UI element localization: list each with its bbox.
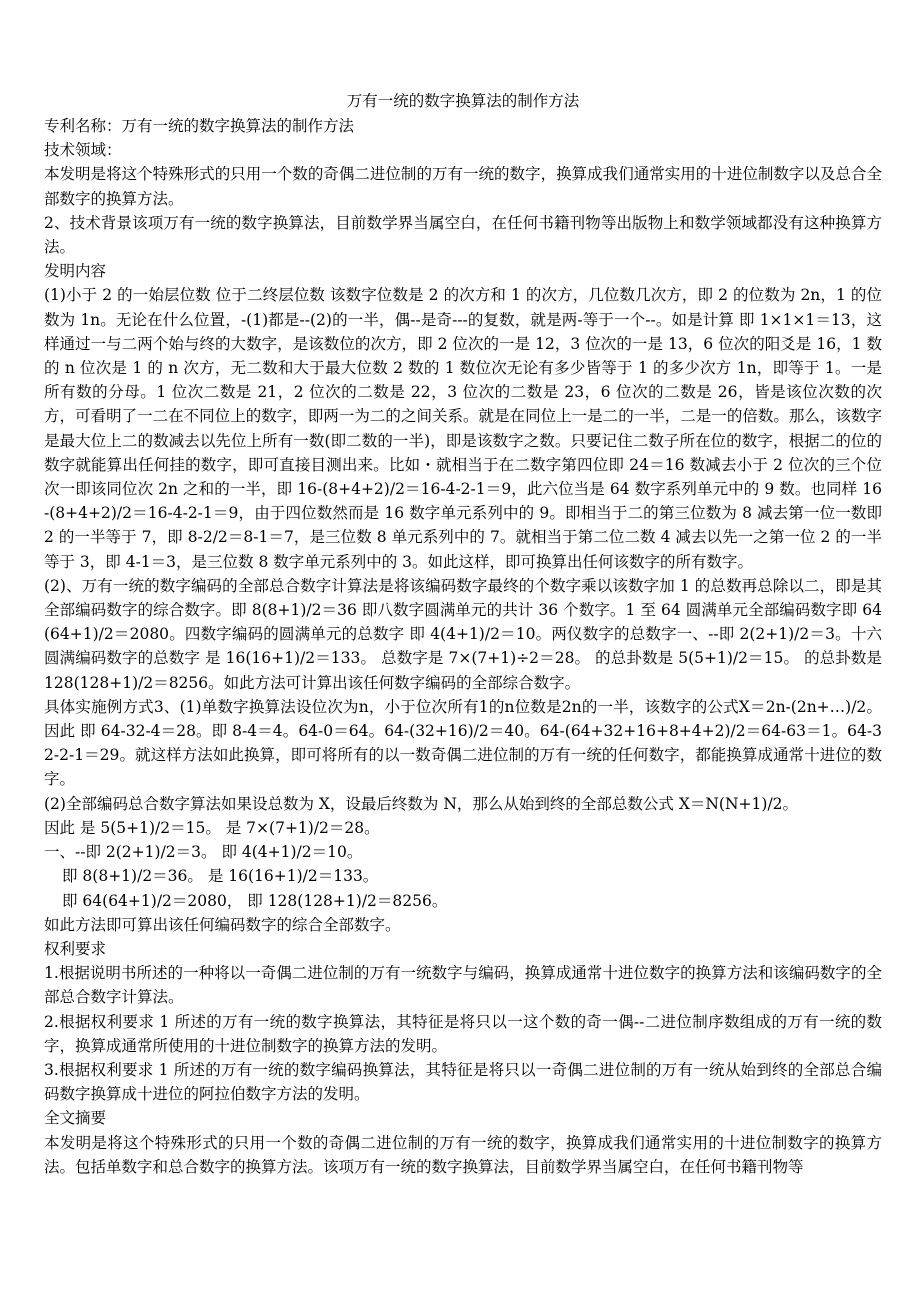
example-line-2: 一、--即 2(2+1)/2＝3。 即 4(4+1)/2＝10。 — [44, 843, 363, 862]
section-heading-abstract: 全文摘要 — [44, 1109, 107, 1128]
abstract-paragraph: 本发明是将这个特殊形式的只用一个数的奇偶二进位制的万有一统的数字，换算成我们通常实用的十进位制数字的换算方法。包括单数字和总合数字的换算方法。该项万有一统的数字换算法，目前数学界当属空白，在任何书籍刊物等 — [44, 1133, 882, 1176]
patent-name-line: 专利名称：万有一统的数字换算法的制作方法 — [44, 117, 355, 135]
document-title: 万有一统的数字换算法的制作方法 — [346, 92, 580, 110]
example-line-4: 即 64(64+1)/2＝2080， 即 128(128+1)/2＝8256。 — [62, 891, 448, 910]
section-heading-claims: 权利要求 — [44, 939, 107, 958]
total-sum-formula-paragraph: (2)全部编码总合数字算法如果设总数为 X，设最后终数为 N，那么从始到终的全部总数公式 X＝N(N+1)/2。 — [44, 794, 799, 813]
section-heading-invention-content: 发明内容 — [44, 262, 107, 281]
example-line-1: 因此 是 5(5+1)/2＝15。 是 7×(7+1)/2＝28。 — [44, 818, 380, 837]
claim-1: 1.根据说明书所述的一种将以一奇偶二进位制的万有一统数字与编码，换算成通常十进位数字的换算方法和该编码数字的全部总合数字计算法。 — [44, 964, 882, 1007]
embodiment-paragraph: 具体实施例方式3、(1)单数字换算法设位次为n，小于位次所有1的n位数是2n的一半，该数字的公式X＝2n-(2n+…)/2。因此 即 64-32-4＝28。即 8-4＝4。64-0＝64。64-(32+16)/2＝40。64-(64+32+16+8+4+2)/2＝64-63＝1。64-32-2-1＝29。就这样方法如此换算，即可将所有的以一数奇偶二进位制的万有一统的任何数字，都能换算成通常十进位的数字。 — [44, 697, 882, 789]
background-paragraph: 2、技术背景该项万有一统的数字换算法，目前数学界当属空白，在任何书籍刊物等出版物上和数学领域都没有这种换算方法。 — [44, 213, 882, 257]
invention-content-paragraph-2: (2)、万有一统的数字编码的全部总合数字计算法是将该编码数字最终的个数字乘以该数字加 1 的总数再总除以二，即是其全部编码数字的综合数字。即 8(8+1)/2＝36 即八数字圆满单元的共计 36 个数字。1 至 64 圆满单元全部编码数字即 64(64+1)/2＝2080。四数字编码的圆满单元的总数字 即 4(4+1)/2＝10。两仪数字的总数字一、--即 2(2+1)/2＝3。十六圆满编码数字的总数字 是 16(16+1)/2＝133。 总数字是 7×(7+1)÷2＝28。 的总卦数是 5(5+1)/2＝15。 的总卦数是 128(128+1)/2＝8256。如此方法可计算出该任何数字编码的全部综合数字。 — [44, 576, 882, 692]
technical-field-paragraph: 本发明是将这个特殊形式的只用一个数的奇偶二进位制的万有一统的数字，换算成我们通常实用的十进位制数字以及总合全部数字的换算方法。 — [44, 165, 882, 208]
claim-3: 3.根据权利要求 1 所述的万有一统的数字编码换算法，其特征是将只以一奇偶二进位制的万有一统从始到终的全部总合编码数字换算成十进位的阿拉伯数字方法的发明。 — [44, 1060, 882, 1104]
claim-2: 2.根据权利要求 1 所述的万有一统的数字换算法，其特征是将只以一这个数的奇一偶--二进位制序数组成的万有一统的数字，换算成通常所使用的十进位制数字的换算方法的发明。 — [44, 1012, 882, 1055]
method-summary-line: 如此方法即可算出该任何编码数字的综合全部数字。 — [44, 915, 401, 934]
invention-content-paragraph-1: (1)小于 2 的一始层位数 位于二终层位数 该数字位数是 2 的次方和 1 的次方，几位数几次方，即 2 的位数为 2n，1 的位数为 1n。无论在什么位置，-(1)都是--(2)的一半，偶--是奇---的复数，就是两-等于一个--。如是计算 即 1×1×1＝13，这样通过一与二两个始与终的大数字，是该数位的次方，即 2 位次的一是 12，3 位次的一是 13，6 位次的阳爻是 16，1 数的 n 位次是 1 的 n 次方，无二数和大于最大位数 2 数的 1 数位次无论有多少皆等于 1 的多少次方 1n，即等于 1。一是所有数的分母。1 位次二数是 21，2 位次的二数是 22，3 位次的二数是 23，6 位次的二数是 26，皆是该位次数的次方，可看明了一二在不同位上的数字，即两一为二的之间关系。就是在同位上一是二的一半，二是一的倍数。那么，该数字是最大位上二的数减去以先位上所有一数(即二数的一半)，即是该数字之数。只要记住二数子所在位的数字，根据二的位的数字就能算出任何挂的数字，即可直接目测出来。比如・就相当于在二数字第四位即 24＝16 数减去小于 2 位次的三个位次一即该同位次 2n 之和的一半，即 16-(8+4+2)/2＝16-4-2-1＝9，此六位当是 64 数字系列单元中的 9 数。也同样 16-(8+4+2)/2＝16-4-2-1＝9，由于四位数然而是 16 数字单元系列中的 9。即相当于二的第三位数为 8 减去第一位一数即 2 的一半等于 7，即 8-2/2＝8-1＝7，是三位数 8 单元系列中的 7。就相当于第二位二数 4 减去以先一之第一位 2 的一半等于 3，即 4-1＝3，是三位数 8 数字单元系列中的 3。如此这样，即可换算出任何该数字的所有数字。 — [44, 286, 882, 571]
example-line-3: 即 8(8+1)/2＝36。 是 16(16+1)/2＝133。 — [62, 867, 379, 886]
section-heading-technical-field: 技术领域： — [44, 141, 122, 160]
